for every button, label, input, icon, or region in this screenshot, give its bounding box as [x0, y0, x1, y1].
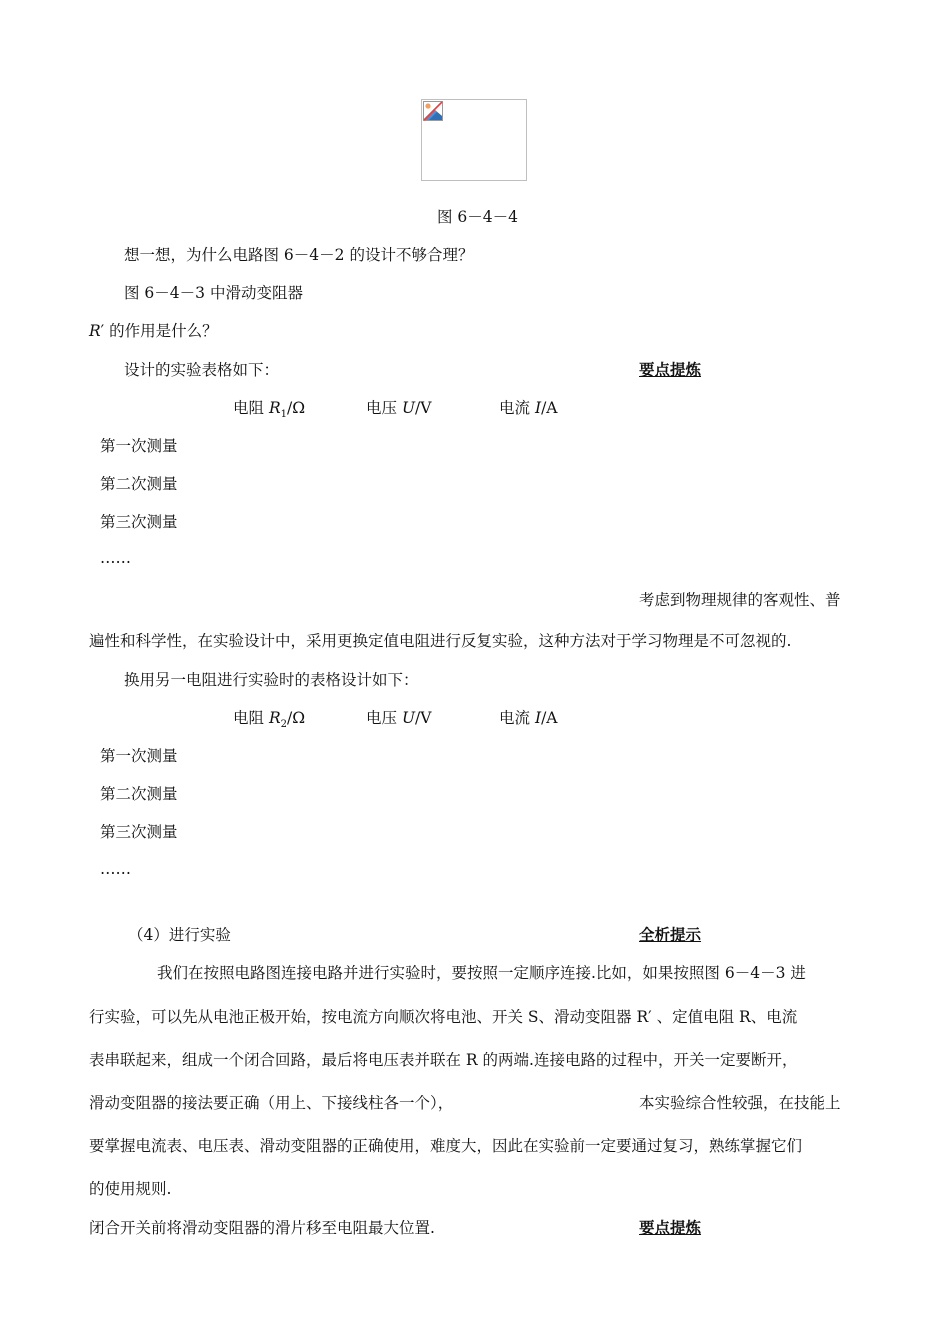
section4-line: 滑动变阻器的接法要正确（用上、下接线柱各一个），: [89, 1094, 454, 1112]
section4-line: 要掌握电流表、电压表、滑动变阻器的正确使用，难度大，因此在实验前一定要通过复习，熟练掌握它们: [89, 1137, 803, 1155]
table2-header-current: 电流 I/A: [499, 709, 558, 727]
think-question: 想一想，为什么电路图 6－4－2 的设计不够合理？: [124, 246, 474, 264]
rheostat-question-rest: ′ 的作用是什么？: [100, 322, 218, 340]
rheostat-question-line1: 图 6－4－3 中滑动变阻器: [124, 284, 303, 302]
table2-row: 第三次测量: [100, 823, 178, 841]
var-r: R: [89, 322, 101, 340]
figure-image-placeholder: [421, 99, 527, 181]
section4-line: 的使用规则.: [89, 1180, 172, 1198]
table1-header-current: 电流 I/A: [499, 399, 558, 417]
table-intro: 设计的实验表格如下：: [124, 361, 280, 379]
section4-line: 表串联起来，组成一个闭合回路，最后将电压表并联在 R 的两端.连接电路的过程中，开关一定要断开，: [89, 1051, 798, 1069]
consider-line1: 考虑到物理规律的客观性、普: [639, 591, 841, 609]
section4-heading: （4）进行实验: [128, 926, 231, 944]
side-tip-key-points: 要点提炼: [639, 360, 702, 379]
table1-header-voltage: 电压 U/V: [366, 399, 432, 417]
table1-row: 第二次测量: [100, 475, 178, 493]
rheostat-question-line2: [89, 321, 218, 341]
table2-row-ellipsis: ……: [100, 860, 131, 878]
table1-header-resistance: 电阻 $R_1/\Omega$: [233, 399, 306, 421]
broken-image-icon: [423, 101, 443, 121]
table2-intro: 换用另一电阻进行实验时的表格设计如下：: [124, 671, 419, 689]
table1-row-ellipsis: ……: [100, 549, 131, 567]
table1-row: 第一次测量: [100, 437, 178, 455]
table2-row: 第二次测量: [100, 785, 178, 803]
table2-row: 第一次测量: [100, 747, 178, 765]
table2-header-voltage: 电压 U/V: [366, 709, 432, 727]
section4-line-side: 本实验综合性较强，在技能上: [639, 1094, 841, 1112]
table1-row: 第三次测量: [100, 513, 178, 531]
section4-line: 行实验，可以先从电池正极开始，按电流方向顺次将电池、开关 S、滑动变阻器 R′ 、定值电阻 R、电流: [89, 1008, 798, 1026]
figure-caption: 图 6－4－4: [437, 208, 519, 226]
table2-header-resistance: 电阻 $R_2/\Omega$: [233, 709, 306, 731]
section4-line: 闭合开关前将滑动变阻器的滑片移至电阻最大位置.: [89, 1219, 435, 1237]
side-tip-key-points-2: 要点提炼: [639, 1218, 702, 1237]
consider-line2: 遍性和科学性，在实验设计中，采用更换定值电阻进行反复实验，这种方法对于学习物理是不可忽视的.: [89, 632, 792, 650]
side-tip-full-analysis: 全析提示: [639, 925, 702, 944]
section4-line: 我们在按照电路图连接电路并进行实验时，要按照一定顺序连接.比如，如果按照图 6－4－3 进: [157, 964, 806, 982]
